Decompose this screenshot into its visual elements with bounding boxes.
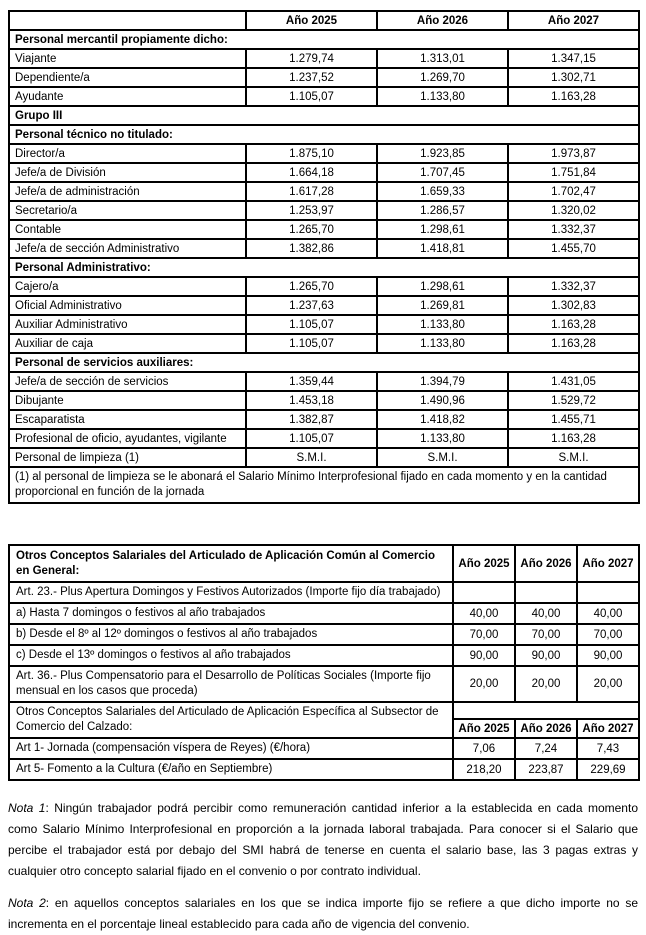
value-cell: 1.320,02 — [508, 201, 639, 220]
concepts-table-body — [9, 582, 639, 702]
row-label-cell: Contable — [9, 220, 246, 239]
table-row — [9, 467, 639, 503]
row-label-cell: Viajante — [9, 49, 246, 68]
row-label-cell: Auxiliar de caja — [9, 334, 246, 353]
value-cell: 1.105,07 — [246, 315, 377, 334]
value-cell: 1.133,80 — [377, 315, 508, 334]
row-label-cell: Director/a — [9, 144, 246, 163]
value-cell: 1.313,01 — [377, 49, 508, 68]
section-header-cell: Personal Administrativo: — [9, 258, 639, 277]
value-cell: 70,00 — [577, 624, 639, 645]
value-cell: 20,00 — [453, 666, 515, 702]
value-cell: 1.237,63 — [246, 296, 377, 315]
concepts-table-body-2 — [9, 738, 639, 780]
section-header-cell: Grupo III — [9, 106, 639, 125]
value-cell: 1.382,87 — [246, 410, 377, 429]
value-cell — [577, 582, 639, 603]
table-row — [9, 410, 639, 429]
table-row — [9, 334, 639, 353]
row-label-cell: Oficial Administrativo — [9, 296, 246, 315]
row-label-cell: c) Desde el 13º domingos o festivos al año trabajados — [9, 645, 453, 666]
value-cell: 40,00 — [577, 603, 639, 624]
table-row — [9, 125, 639, 144]
year-header-2025: Año 2025 — [246, 11, 377, 30]
value-cell: 1.133,80 — [377, 334, 508, 353]
value-cell: 7,24 — [515, 738, 577, 759]
value-cell: 1.332,37 — [508, 277, 639, 296]
row-label-cell: a) Hasta 7 domingos o festivos al año trabajados — [9, 603, 453, 624]
value-cell: 1.923,85 — [377, 144, 508, 163]
row-label-cell: Dependiente/a — [9, 68, 246, 87]
value-cell: 1.347,15 — [508, 49, 639, 68]
value-cell: 1.163,28 — [508, 429, 639, 448]
value-cell: 1.418,82 — [377, 410, 508, 429]
value-cell: 1.265,70 — [246, 277, 377, 296]
table-row — [9, 372, 639, 391]
value-cell: 1.973,87 — [508, 144, 639, 163]
value-cell: 229,69 — [577, 759, 639, 780]
concepts-header-row — [9, 545, 639, 582]
value-cell — [453, 582, 515, 603]
value-cell: 1.269,81 — [377, 296, 508, 315]
concepts-table — [8, 544, 640, 781]
value-cell: 1.105,07 — [246, 429, 377, 448]
year-header-2025: Año 2025 — [453, 545, 515, 582]
table-row — [9, 30, 639, 49]
value-cell: 40,00 — [453, 603, 515, 624]
row-label-cell: Profesional de oficio, ayudantes, vigilante — [9, 429, 246, 448]
row-label-cell: Ayudante — [9, 87, 246, 106]
value-cell: 218,20 — [453, 759, 515, 780]
row-label-cell: Jefe/a de sección de servicios — [9, 372, 246, 391]
note-2-prefix: Nota 2 — [8, 896, 46, 910]
value-cell: 1.455,71 — [508, 410, 639, 429]
value-cell: 1.707,45 — [377, 163, 508, 182]
table-row — [9, 296, 639, 315]
table-row — [9, 87, 639, 106]
salary-table-body — [9, 30, 639, 503]
value-cell: 223,87 — [515, 759, 577, 780]
row-label-cell: Art. 23.- Plus Apertura Domingos y Festivos Autorizados (Importe fijo día trabajado) — [9, 582, 453, 603]
row-label-cell: Auxiliar Administrativo — [9, 315, 246, 334]
value-cell: 1.453,18 — [246, 391, 377, 410]
concepts-subheader-row — [9, 702, 639, 719]
value-cell: 1.163,28 — [508, 334, 639, 353]
table-row — [9, 258, 639, 277]
table-row — [9, 624, 639, 645]
section-header-cell: Personal de servicios auxiliares: — [9, 353, 639, 372]
table-row — [9, 182, 639, 201]
value-cell: 1.105,07 — [246, 87, 377, 106]
row-label-cell: Personal de limpieza (1) — [9, 448, 246, 467]
value-cell: 1.751,84 — [508, 163, 639, 182]
value-cell: 1.617,28 — [246, 182, 377, 201]
row-label-cell: Art. 36.- Plus Compensatorio para el Desarrollo de Políticas Sociales (Importe fijo mensual en los casos que proceda) — [9, 666, 453, 702]
value-cell: 1.302,71 — [508, 68, 639, 87]
value-cell: 1.133,80 — [377, 429, 508, 448]
year-header-2026: Año 2026 — [377, 11, 508, 30]
value-cell: S.M.I. — [377, 448, 508, 467]
table-row — [9, 239, 639, 258]
row-label-cell: Dibujante — [9, 391, 246, 410]
year-header-2026: Año 2026 — [515, 719, 577, 738]
value-cell: 70,00 — [515, 624, 577, 645]
table-row — [9, 666, 639, 702]
value-cell: 1.529,72 — [508, 391, 639, 410]
row-label-cell: Art 1- Jornada (compensación víspera de Reyes) (€/hora) — [9, 738, 453, 759]
value-cell: 70,00 — [453, 624, 515, 645]
value-cell: 1.455,70 — [508, 239, 639, 258]
value-cell: 7,06 — [453, 738, 515, 759]
table-row — [9, 353, 639, 372]
value-cell: 90,00 — [577, 645, 639, 666]
value-cell: 1.133,80 — [377, 87, 508, 106]
value-cell: 20,00 — [577, 666, 639, 702]
value-cell: 1.279,74 — [246, 49, 377, 68]
year-header-2027: Año 2027 — [577, 545, 639, 582]
value-cell: 20,00 — [515, 666, 577, 702]
year-header-2027: Año 2027 — [577, 719, 639, 738]
note-2 — [8, 893, 638, 935]
value-cell: 1.875,10 — [246, 144, 377, 163]
value-cell: 1.237,52 — [246, 68, 377, 87]
section-header-cell: Personal mercantil propiamente dicho: — [9, 30, 639, 49]
note-1-prefix: Nota 1 — [8, 801, 46, 815]
table-row — [9, 391, 639, 410]
table-row — [9, 68, 639, 87]
value-cell: 1.332,37 — [508, 220, 639, 239]
note-1-text: : Ningún trabajador podrá percibir como remuneración cantidad inferior a la establecida en cada momento como Salario Mínimo Interprofesional en proporción a la jornada laboral trabajada. Para conocer si el Salario que percibe el trabajador está por debajo del SMI habrá de tenerse en cuenta el salario base, las 3 pagas extras y cualquier otro concepto salarial fijado en el convenio o por contrato individual. — [8, 801, 638, 878]
concepts-table-title: Otros Conceptos Salariales del Articulado de Aplicación Común al Comercio en General: — [9, 545, 453, 582]
row-label-cell: Secretario/a — [9, 201, 246, 220]
value-cell: 1.253,97 — [246, 201, 377, 220]
section-header-cell: Personal técnico no titulado: — [9, 125, 639, 144]
table-row — [9, 144, 639, 163]
row-label-cell: Jefe/a de administración — [9, 182, 246, 201]
row-label-cell: Art 5- Fomento a la Cultura (€/año en Septiembre) — [9, 759, 453, 780]
value-cell: 1.105,07 — [246, 334, 377, 353]
row-label-cell: Cajero/a — [9, 277, 246, 296]
table-row — [9, 645, 639, 666]
table-header-row — [9, 11, 639, 30]
table-row — [9, 448, 639, 467]
year-header-2025: Año 2025 — [453, 719, 515, 738]
table-row — [9, 277, 639, 296]
value-cell: 1.382,86 — [246, 239, 377, 258]
value-cell — [515, 582, 577, 603]
row-label-cell: Jefe/a de División — [9, 163, 246, 182]
value-cell: S.M.I. — [246, 448, 377, 467]
table-row — [9, 429, 639, 448]
value-cell: S.M.I. — [508, 448, 639, 467]
table-row — [9, 201, 639, 220]
table-row — [9, 759, 639, 780]
value-cell: 1.490,96 — [377, 391, 508, 410]
value-cell: 1.664,18 — [246, 163, 377, 182]
value-cell: 1.298,61 — [377, 277, 508, 296]
table-row — [9, 106, 639, 125]
value-cell: 40,00 — [515, 603, 577, 624]
notes-section — [8, 798, 638, 935]
value-cell: 1.702,47 — [508, 182, 639, 201]
value-cell: 1.394,79 — [377, 372, 508, 391]
table-row — [9, 163, 639, 182]
value-cell: 1.418,81 — [377, 239, 508, 258]
value-cell: 90,00 — [453, 645, 515, 666]
year-header-2026: Año 2026 — [515, 545, 577, 582]
empty-cell — [453, 702, 639, 719]
value-cell: 7,43 — [577, 738, 639, 759]
value-cell: 1.269,70 — [377, 68, 508, 87]
value-cell: 1.286,57 — [377, 201, 508, 220]
row-label-cell: b) Desde el 8º al 12º domingos o festivos al año trabajados — [9, 624, 453, 645]
row-label-cell: Escaparatista — [9, 410, 246, 429]
table-row — [9, 315, 639, 334]
table-row — [9, 220, 639, 239]
table-row — [9, 582, 639, 603]
table-row — [9, 49, 639, 68]
value-cell: 1.163,28 — [508, 87, 639, 106]
value-cell: 1.359,44 — [246, 372, 377, 391]
concepts-subsection-title: Otros Conceptos Salariales del Articulado de Aplicación Específica al Subsector de Comercio del Calzado: — [9, 702, 453, 738]
corner-cell — [9, 11, 246, 30]
value-cell: 1.298,61 — [377, 220, 508, 239]
note-1 — [8, 798, 638, 882]
value-cell: 1.659,33 — [377, 182, 508, 201]
value-cell: 90,00 — [515, 645, 577, 666]
row-label-cell: Jefe/a de sección Administrativo — [9, 239, 246, 258]
value-cell: 1.431,05 — [508, 372, 639, 391]
value-cell: 1.302,83 — [508, 296, 639, 315]
table-row — [9, 603, 639, 624]
value-cell: 1.265,70 — [246, 220, 377, 239]
value-cell: 1.163,28 — [508, 315, 639, 334]
year-header-2027: Año 2027 — [508, 11, 639, 30]
table-row — [9, 738, 639, 759]
footnote-cell: (1) al personal de limpieza se le abonará el Salario Mínimo Interprofesional fijado en cada momento y en la cantidad proporcional en función de la jornada — [9, 467, 639, 503]
note-2-text: : en aquellos conceptos salariales en los que se indica importe fijo se refiere a que dicho importe no se incrementa en el porcentaje lineal establecido para cada año de vigencia del convenio. — [8, 896, 638, 931]
salary-table — [8, 10, 640, 504]
